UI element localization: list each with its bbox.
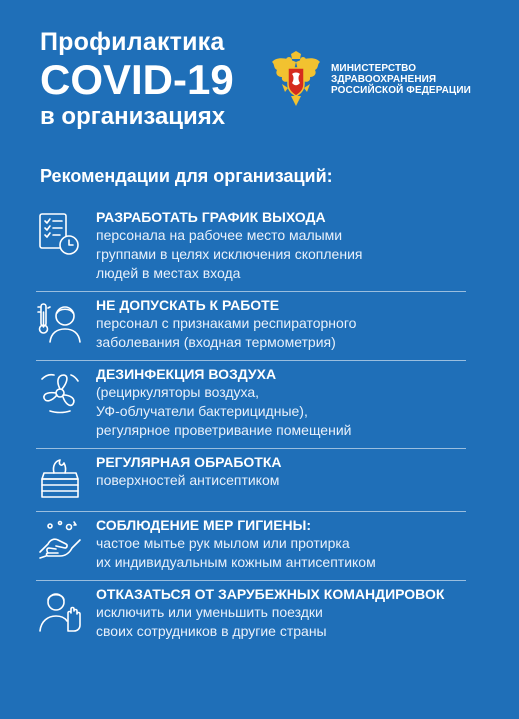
item-text-line: своих сотрудников в другие страны bbox=[96, 623, 327, 639]
fan-icon bbox=[36, 367, 84, 415]
item-title: РАЗРАБОТАТЬ ГРАФИК ВЫХОДА bbox=[96, 209, 326, 225]
recommendations-heading: Рекомендации для организаций: bbox=[40, 166, 333, 186]
stop-hand-person-icon bbox=[36, 587, 84, 635]
recommendation-item bbox=[36, 512, 466, 581]
item-text-line: людей в местах входа bbox=[96, 265, 241, 281]
item-text-line: заболевания (входная термометрия) bbox=[96, 334, 336, 350]
ministry-line-3: РОССИЙСКОЙ ФЕДЕРАЦИИ bbox=[331, 84, 471, 96]
ministry-line-2: ЗДРАВООХРАНЕНИЯ bbox=[331, 73, 437, 85]
recommendation-item bbox=[36, 361, 466, 449]
schedule-clock-icon bbox=[36, 210, 84, 258]
title-line-2: COVID-19 bbox=[40, 56, 234, 103]
ministry-logo bbox=[269, 50, 471, 108]
item-text-line: их индивидуальным кожным антисептиком bbox=[96, 554, 376, 570]
ministry-line-1: МИНИСТЕРСТВО bbox=[331, 62, 417, 74]
item-text-line: поверхностей антисептиком bbox=[96, 472, 280, 488]
thermometer-person-icon bbox=[36, 298, 84, 346]
item-text-line: исключить или уменьшить поездки bbox=[96, 604, 323, 620]
double-headed-eagle-emblem-icon bbox=[269, 50, 323, 108]
item-title: ДЕЗИНФЕКЦИЯ ВОЗДУХА bbox=[96, 366, 277, 382]
recommendation-item bbox=[36, 292, 466, 361]
tissue-box-icon bbox=[36, 455, 84, 503]
item-title: РЕГУЛЯРНАЯ ОБРАБОТКА bbox=[96, 454, 282, 470]
item-text-line: группами в целях исключения скопления bbox=[96, 246, 363, 262]
recommendation-item bbox=[36, 449, 466, 512]
item-text-line: (рециркуляторы воздуха, bbox=[96, 384, 260, 400]
item-text-line: персонал с признаками респираторного bbox=[96, 315, 357, 331]
item-title: НЕ ДОПУСКАТЬ К РАБОТЕ bbox=[96, 297, 280, 313]
item-text-line: частое мытье рук мылом или протирка bbox=[96, 535, 350, 551]
title-line-3: в организациях bbox=[40, 103, 226, 130]
recommendation-item bbox=[36, 204, 466, 292]
title-line-1: Профилактика bbox=[40, 28, 225, 56]
recommendation-item bbox=[36, 581, 466, 649]
item-text-line: регулярное проветривание помещений bbox=[96, 422, 352, 438]
item-title: ОТКАЗАТЬСЯ ОТ ЗАРУБЕЖНЫХ КОМАНДИРОВОК bbox=[96, 586, 445, 602]
recommendations-list bbox=[36, 204, 466, 649]
item-text-line: УФ-облучатели бактерицидные), bbox=[96, 403, 308, 419]
item-text-line: персонала на рабочее место малыми bbox=[96, 227, 343, 243]
item-title: СОБЛЮДЕНИЕ МЕР ГИГИЕНЫ: bbox=[96, 517, 312, 533]
washing-hands-icon bbox=[36, 518, 84, 566]
ministry-name bbox=[331, 63, 471, 96]
title-block bbox=[40, 28, 234, 130]
